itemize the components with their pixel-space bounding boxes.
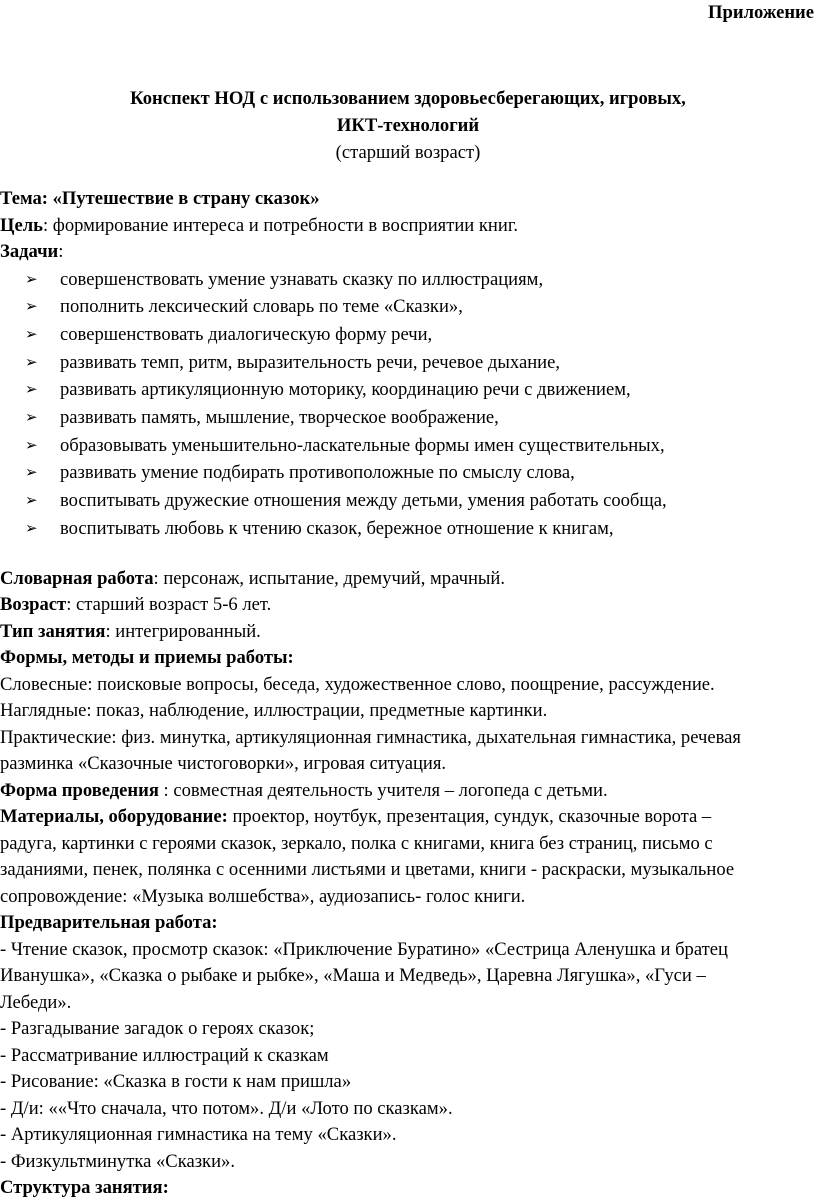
materials-line-3: заданиями, пенек, полянка с осенними листьями и цветами, книги - раскраски, музыкальное (0, 859, 735, 881)
materials-line-4: сопровождение: «Музыка волшебства», аудиозапись- голос книги. (0, 885, 526, 907)
list-item: ➢ развивать артикуляционную моторику, координацию речи с движением, (0, 376, 812, 404)
prep-item: - Рассматривание иллюстраций к сказкам (0, 1044, 329, 1066)
prep-heading: Предварительная работа: (0, 912, 218, 934)
list-item: ➢ развивать память, мышление, творческое воображение, (0, 404, 812, 432)
age (0, 592, 812, 619)
arrow-bullet-icon: ➢ (25, 435, 38, 454)
arrow-bullet-icon: ➢ (25, 324, 38, 343)
heading-line-2: ИКТ-технологий (336, 115, 480, 136)
arrow-bullet-icon: ➢ (25, 491, 38, 510)
topic: Тема: «Путешествие в страну сказок» (0, 188, 320, 209)
document-body (0, 186, 812, 1202)
structure-heading: Структура занятия: (0, 1177, 169, 1199)
arrow-bullet-icon: ➢ (25, 463, 38, 482)
tasks-heading (0, 239, 812, 266)
list-item: ➢ совершенствовать диалогическую форму речи, (0, 321, 812, 349)
materials-line-2: радуга, картинки с героями сказок, зеркало, полка с книгами, книга без страниц, письмо с (0, 832, 713, 854)
arrow-bullet-icon: ➢ (25, 352, 38, 371)
tasks-colon: : (58, 241, 64, 262)
materials-label: Материалы, оборудование: (0, 806, 228, 828)
document-heading (0, 85, 816, 166)
prep-item: - Чтение сказок, просмотр сказок: «Приключение Буратино» «Сестрица Аленушка и братец (0, 938, 728, 960)
vocab-text: : персонаж, испытание, дремучий, мрачный. (153, 567, 506, 589)
tasks-label: Задачи (0, 241, 59, 262)
list-item: ➢ развивать темп, ритм, выразительность речи, речевое дыхание, (0, 349, 812, 377)
age-label: Возраст (0, 594, 67, 616)
arrow-bullet-icon: ➢ (25, 269, 38, 288)
list-item: ➢ пополнить лексический словарь по теме «Сказки», (0, 293, 812, 321)
methods-practical-2: разминка «Сказочные чистоговорки», игровая ситуация. (0, 753, 447, 775)
arrow-bullet-icon: ➢ (25, 408, 38, 427)
materials-text-1: проектор, ноутбук, презентация, сундук, сказочные ворота – (227, 806, 712, 828)
prep-item: Лебеди». (0, 991, 72, 1013)
form-label: Форма проведения (0, 779, 159, 801)
lesson-type (0, 619, 812, 646)
prep-item: - Д/и: ««Что сначала, что потом». Д/и «Лото по сказкам». (0, 1097, 453, 1119)
list-item: ➢ образовывать уменьшительно-ласкательные формы имен существительных, (0, 432, 812, 460)
prep-item: - Рисование: «Сказка в гости к нам пришла» (0, 1071, 352, 1093)
lesson-type-text: : интегрированный. (105, 620, 261, 642)
goal (0, 213, 812, 240)
goal-text: : формирование интереса и потребности в восприятии книг. (42, 214, 519, 236)
methods-verbal: Словесные: поисковые вопросы, беседа, художественное слово, поощрение, рассуждение. (0, 673, 715, 695)
vocab (0, 566, 812, 593)
prep-item: - Разгадывание загадок о героях сказок; (0, 1018, 315, 1040)
goal-label: Цель (0, 214, 43, 236)
methods-heading: Формы, методы и приемы работы: (0, 647, 294, 669)
list-item: ➢ совершенствовать умение узнавать сказку по иллюстрациям, (0, 266, 812, 294)
methods-visual: Наглядные: показ, наблюдение, иллюстрации, предметные картинки. (0, 700, 548, 722)
arrow-bullet-icon: ➢ (25, 518, 38, 537)
arrow-bullet-icon: ➢ (25, 297, 38, 316)
form (0, 778, 812, 805)
prep-item: - Физкультминутка «Сказки». (0, 1150, 235, 1172)
prep-item: Иванушка», «Сказка о рыбаке и рыбке», «Маша и Медведь», Царевна Лягушка», «Гуси – (0, 965, 706, 987)
list-item: ➢ воспитывать любовь к чтению сказок, бережное отношение к книгам, (0, 515, 812, 543)
arrow-bullet-icon: ➢ (25, 380, 38, 399)
heading-line-3: (старший возраст) (335, 142, 481, 163)
methods-practical-1: Практические: физ. минутка, артикуляционная гимнастика, дыхательная гимнастика, речевая (0, 726, 741, 748)
prep-item: - Артикуляционная гимнастика на тему «Сказки». (0, 1124, 397, 1146)
materials-line-1 (0, 804, 812, 831)
tasks-list (0, 266, 812, 543)
age-text: : старший возраст 5-6 лет. (66, 594, 272, 616)
heading-line-1: Конспект НОД с использованием здоровьесберегающих, игровых, (130, 88, 686, 109)
appendix-label: Приложение (708, 2, 814, 23)
list-item: ➢ воспитывать дружеские отношения между детьми, умения работать сообща, (0, 487, 812, 515)
list-item: ➢ развивать умение подбирать противоположные по смыслу слова, (0, 459, 812, 487)
lesson-type-label: Тип занятия (0, 620, 106, 642)
form-text: : совместная деятельность учителя – логопеда с детьми. (158, 779, 608, 801)
vocab-label: Словарная работа (0, 567, 154, 589)
